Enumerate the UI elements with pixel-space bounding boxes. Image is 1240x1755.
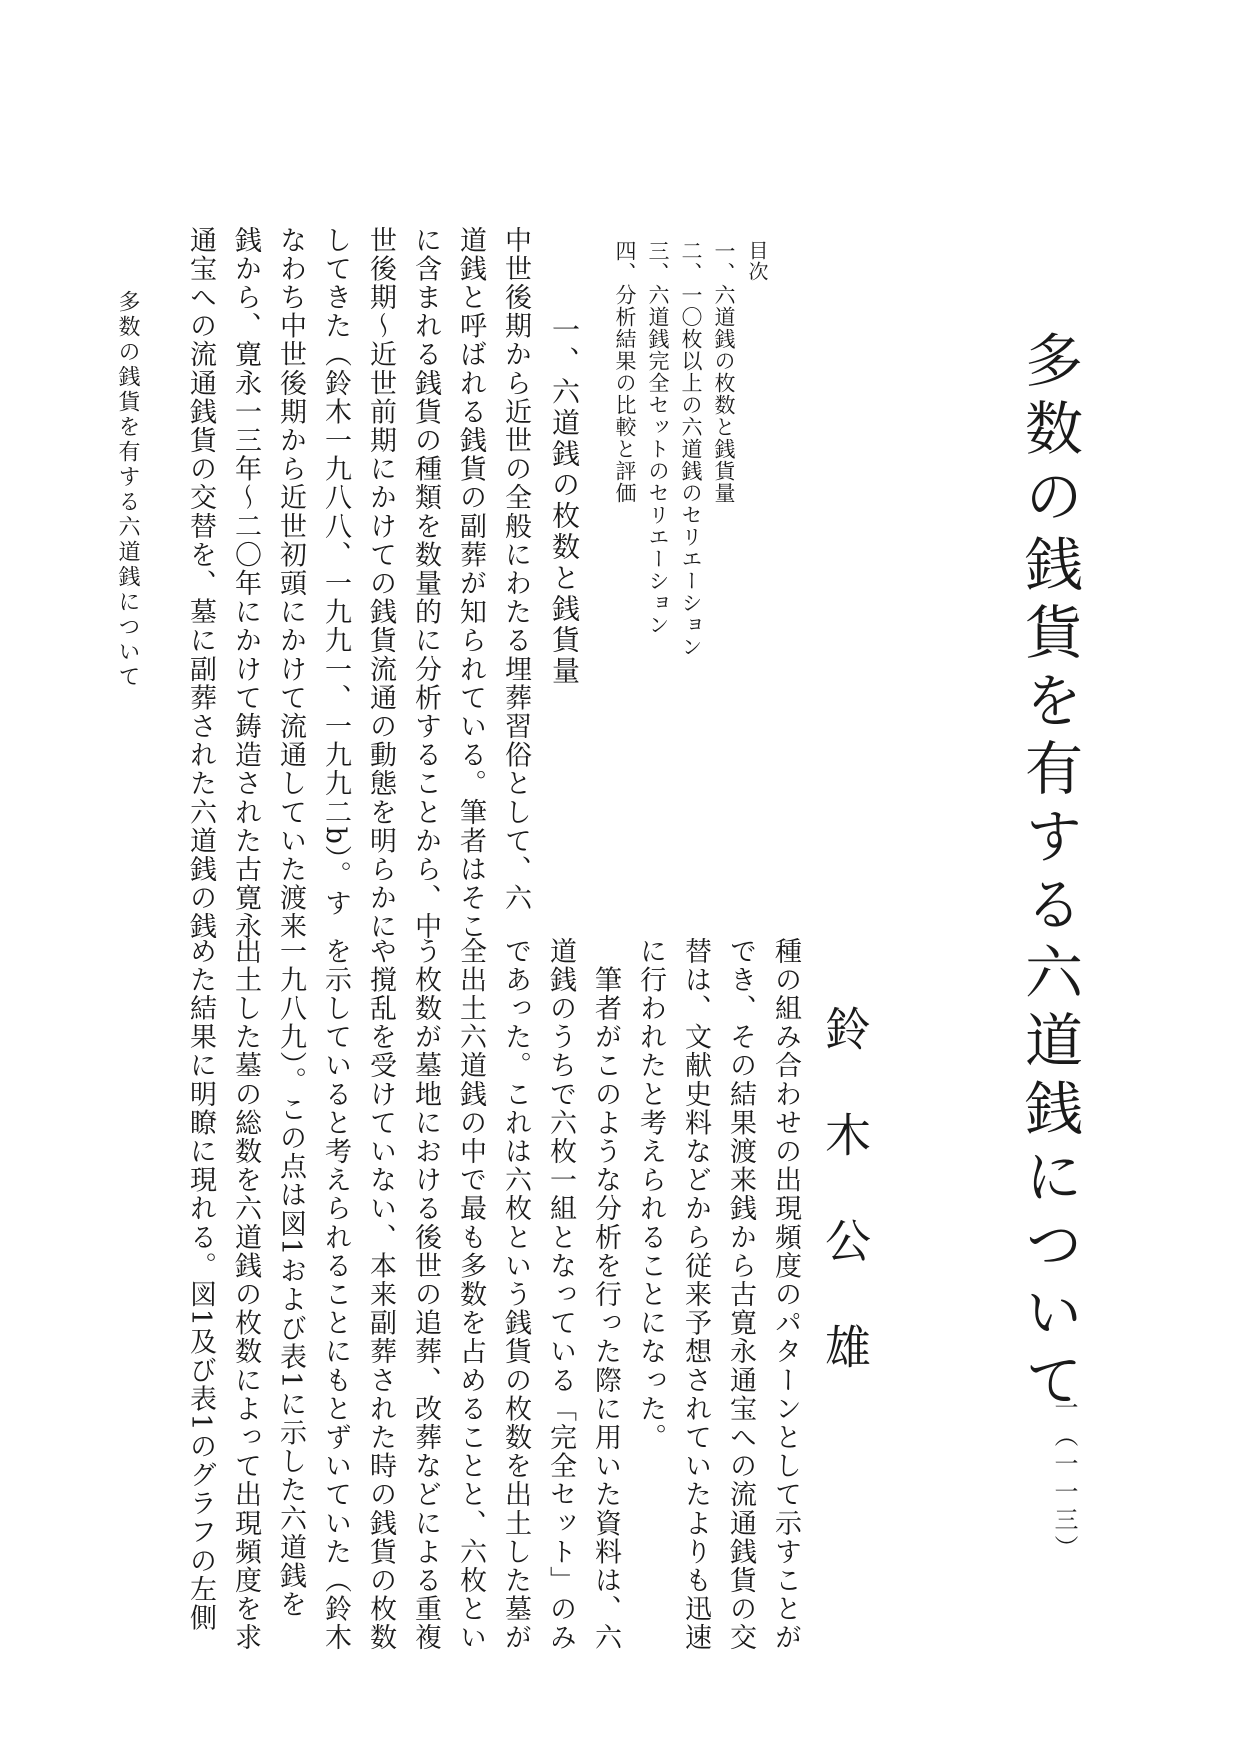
text-line: 筆者がこのような分析を行った際に用いた資料は、六 — [590, 937, 621, 1652]
toc-item: 二、一〇枚以上の六道銭のセリエーション — [679, 240, 703, 658]
author-name: 鈴木公雄 — [818, 1005, 872, 1429]
text-line: や撹乱を受けていない、本来副葬された時の銭貨の枚数 — [365, 937, 396, 1652]
running-head: 多数の銭貨を有する六道銭について — [115, 290, 140, 690]
text-line: 出土した墓の総数を六道銭の枚数によって出現頻度を求 — [230, 937, 261, 1652]
body-text-lower — [178, 937, 808, 1652]
text-line: 替は、文献史料などから従来予想されていたよりも迅速 — [680, 937, 711, 1652]
text-line: 道銭のうちで六枚一組となっている「完全セット」のみ — [545, 937, 576, 1652]
text-line: 通宝への流通銭貨の交替を、墓に副葬された六道銭の銭 — [185, 226, 216, 941]
paper-title: 多数の銭貨を有する六道銭について — [1015, 330, 1083, 1418]
toc-heading: 目次 — [745, 240, 769, 282]
text-line: でき、その結果渡来銭から古寛永通宝への流通銭貨の交 — [725, 937, 756, 1652]
toc-item: 三、六道銭完全セットのセリエーション — [646, 240, 670, 636]
text-line: に含まれる銭貨の種類を数量的に分析することから、中 — [410, 226, 441, 941]
table-of-contents — [608, 240, 773, 658]
text-line: 一九八九）。この点は図1および表1に示した六道銭を — [275, 937, 306, 1619]
body-text-upper — [178, 226, 538, 941]
text-line: 種の組み合わせの出現頻度のパターンとして示すことが — [770, 937, 801, 1652]
text-line: なわち中世後期から近世初頭にかけて流通していた渡来 — [275, 226, 306, 941]
text-line: 銭から、寛永一三年～二〇年にかけて鋳造された古寛永 — [230, 226, 261, 941]
text-line: 道銭と呼ばれる銭貨の副葬が知られている。筆者はそこ — [455, 226, 486, 941]
toc-item: 一、六道銭の枚数と銭貨量 — [712, 240, 736, 504]
text-line: 全出土六道銭の中で最も多数を占めることと、六枚とい — [455, 937, 486, 1652]
text-line: 中世後期から近世の全般にわたる埋葬習俗として、六 — [500, 226, 531, 913]
page-number: 一（一一三） — [1050, 1395, 1078, 1563]
text-line: であった。これは六枚という銭貨の枚数を出土した墓が — [500, 937, 531, 1652]
text-line: に行われたと考えられることになった。 — [635, 937, 666, 1452]
section-heading: 一、六道銭の枚数と銭貨量 — [548, 315, 581, 687]
text-line: めた結果に明瞭に現れる。図1及び表1のグラフの左側 — [185, 937, 216, 1633]
text-line: してきた（鈴木一九八八、一九九一、一九九二b）。す — [320, 226, 351, 918]
text-line: う枚数が墓地における後世の追葬、改葬などによる重複 — [410, 937, 441, 1652]
toc-item: 四、分析結果の比較と評価 — [613, 240, 637, 504]
text-line: を示していると考えられることにもとずいていた（鈴木 — [320, 937, 351, 1652]
text-line: 世後期～近世前期にかけての銭貨流通の動態を明らかに — [365, 226, 396, 941]
